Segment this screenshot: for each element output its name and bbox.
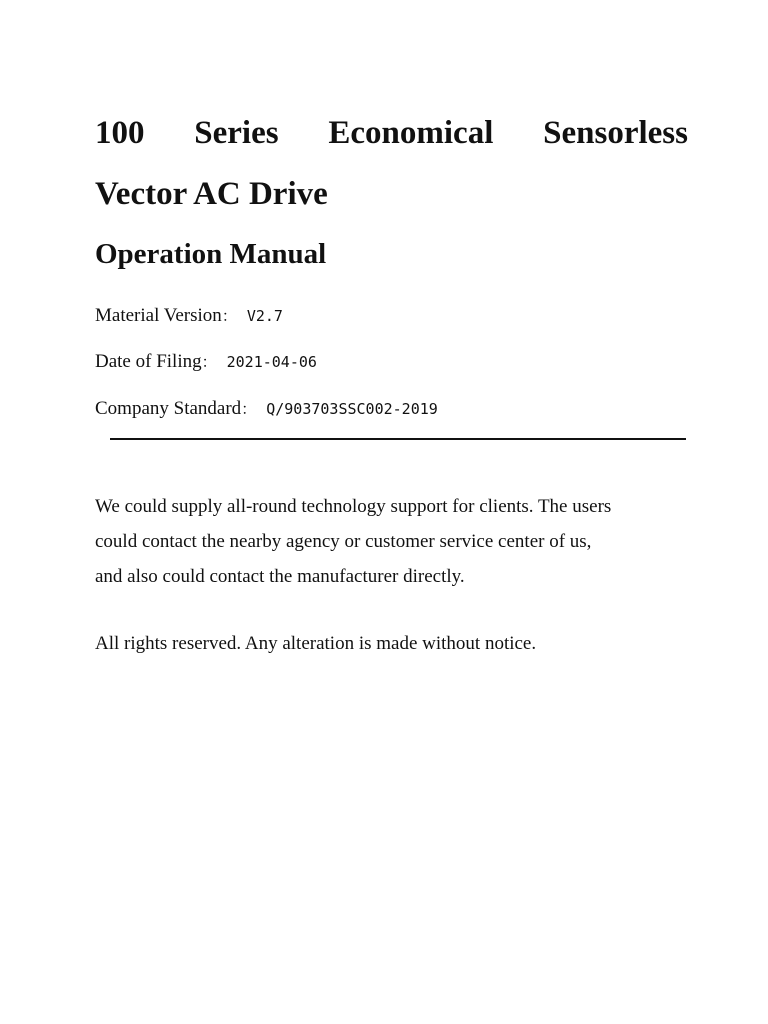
- material-version-colon: ：: [221, 307, 237, 325]
- document-title-line-1: [95, 117, 688, 150]
- support-paragraph: [95, 489, 695, 594]
- document-subtitle: Operation Manual: [95, 238, 327, 270]
- horizontal-divider: [110, 438, 686, 440]
- document-title-line-2: Vector AC Drive: [95, 176, 328, 212]
- company-standard-value: Q/903703SSC002-2019: [266, 400, 438, 418]
- material-version-row: [95, 306, 283, 325]
- support-paragraph-line: We could supply all-round technology support for clients. The users: [95, 496, 612, 517]
- material-version-value: V2.7: [246, 307, 283, 325]
- date-of-filing-colon: ：: [201, 353, 217, 371]
- company-standard-colon: ：: [241, 400, 257, 418]
- support-paragraph-line: could contact the nearby agency or customer service center of us,: [95, 531, 592, 552]
- date-of-filing-row: [95, 352, 317, 371]
- company-standard-row: [95, 399, 438, 418]
- date-of-filing-label: Date of Filing: [95, 351, 202, 372]
- support-paragraph-line: and also could contact the manufacturer directly.: [95, 566, 465, 587]
- title-word: Economical: [328, 115, 494, 151]
- title-word: Sensorless: [543, 115, 688, 151]
- date-of-filing-value: 2021-04-06: [226, 353, 317, 371]
- title-word: 100: [95, 115, 145, 151]
- material-version-label: Material Version: [95, 305, 222, 326]
- rights-notice: All rights reserved. Any alteration is made without notice.: [95, 633, 537, 654]
- title-word: Series: [194, 115, 279, 151]
- company-standard-label: Company Standard: [95, 398, 242, 419]
